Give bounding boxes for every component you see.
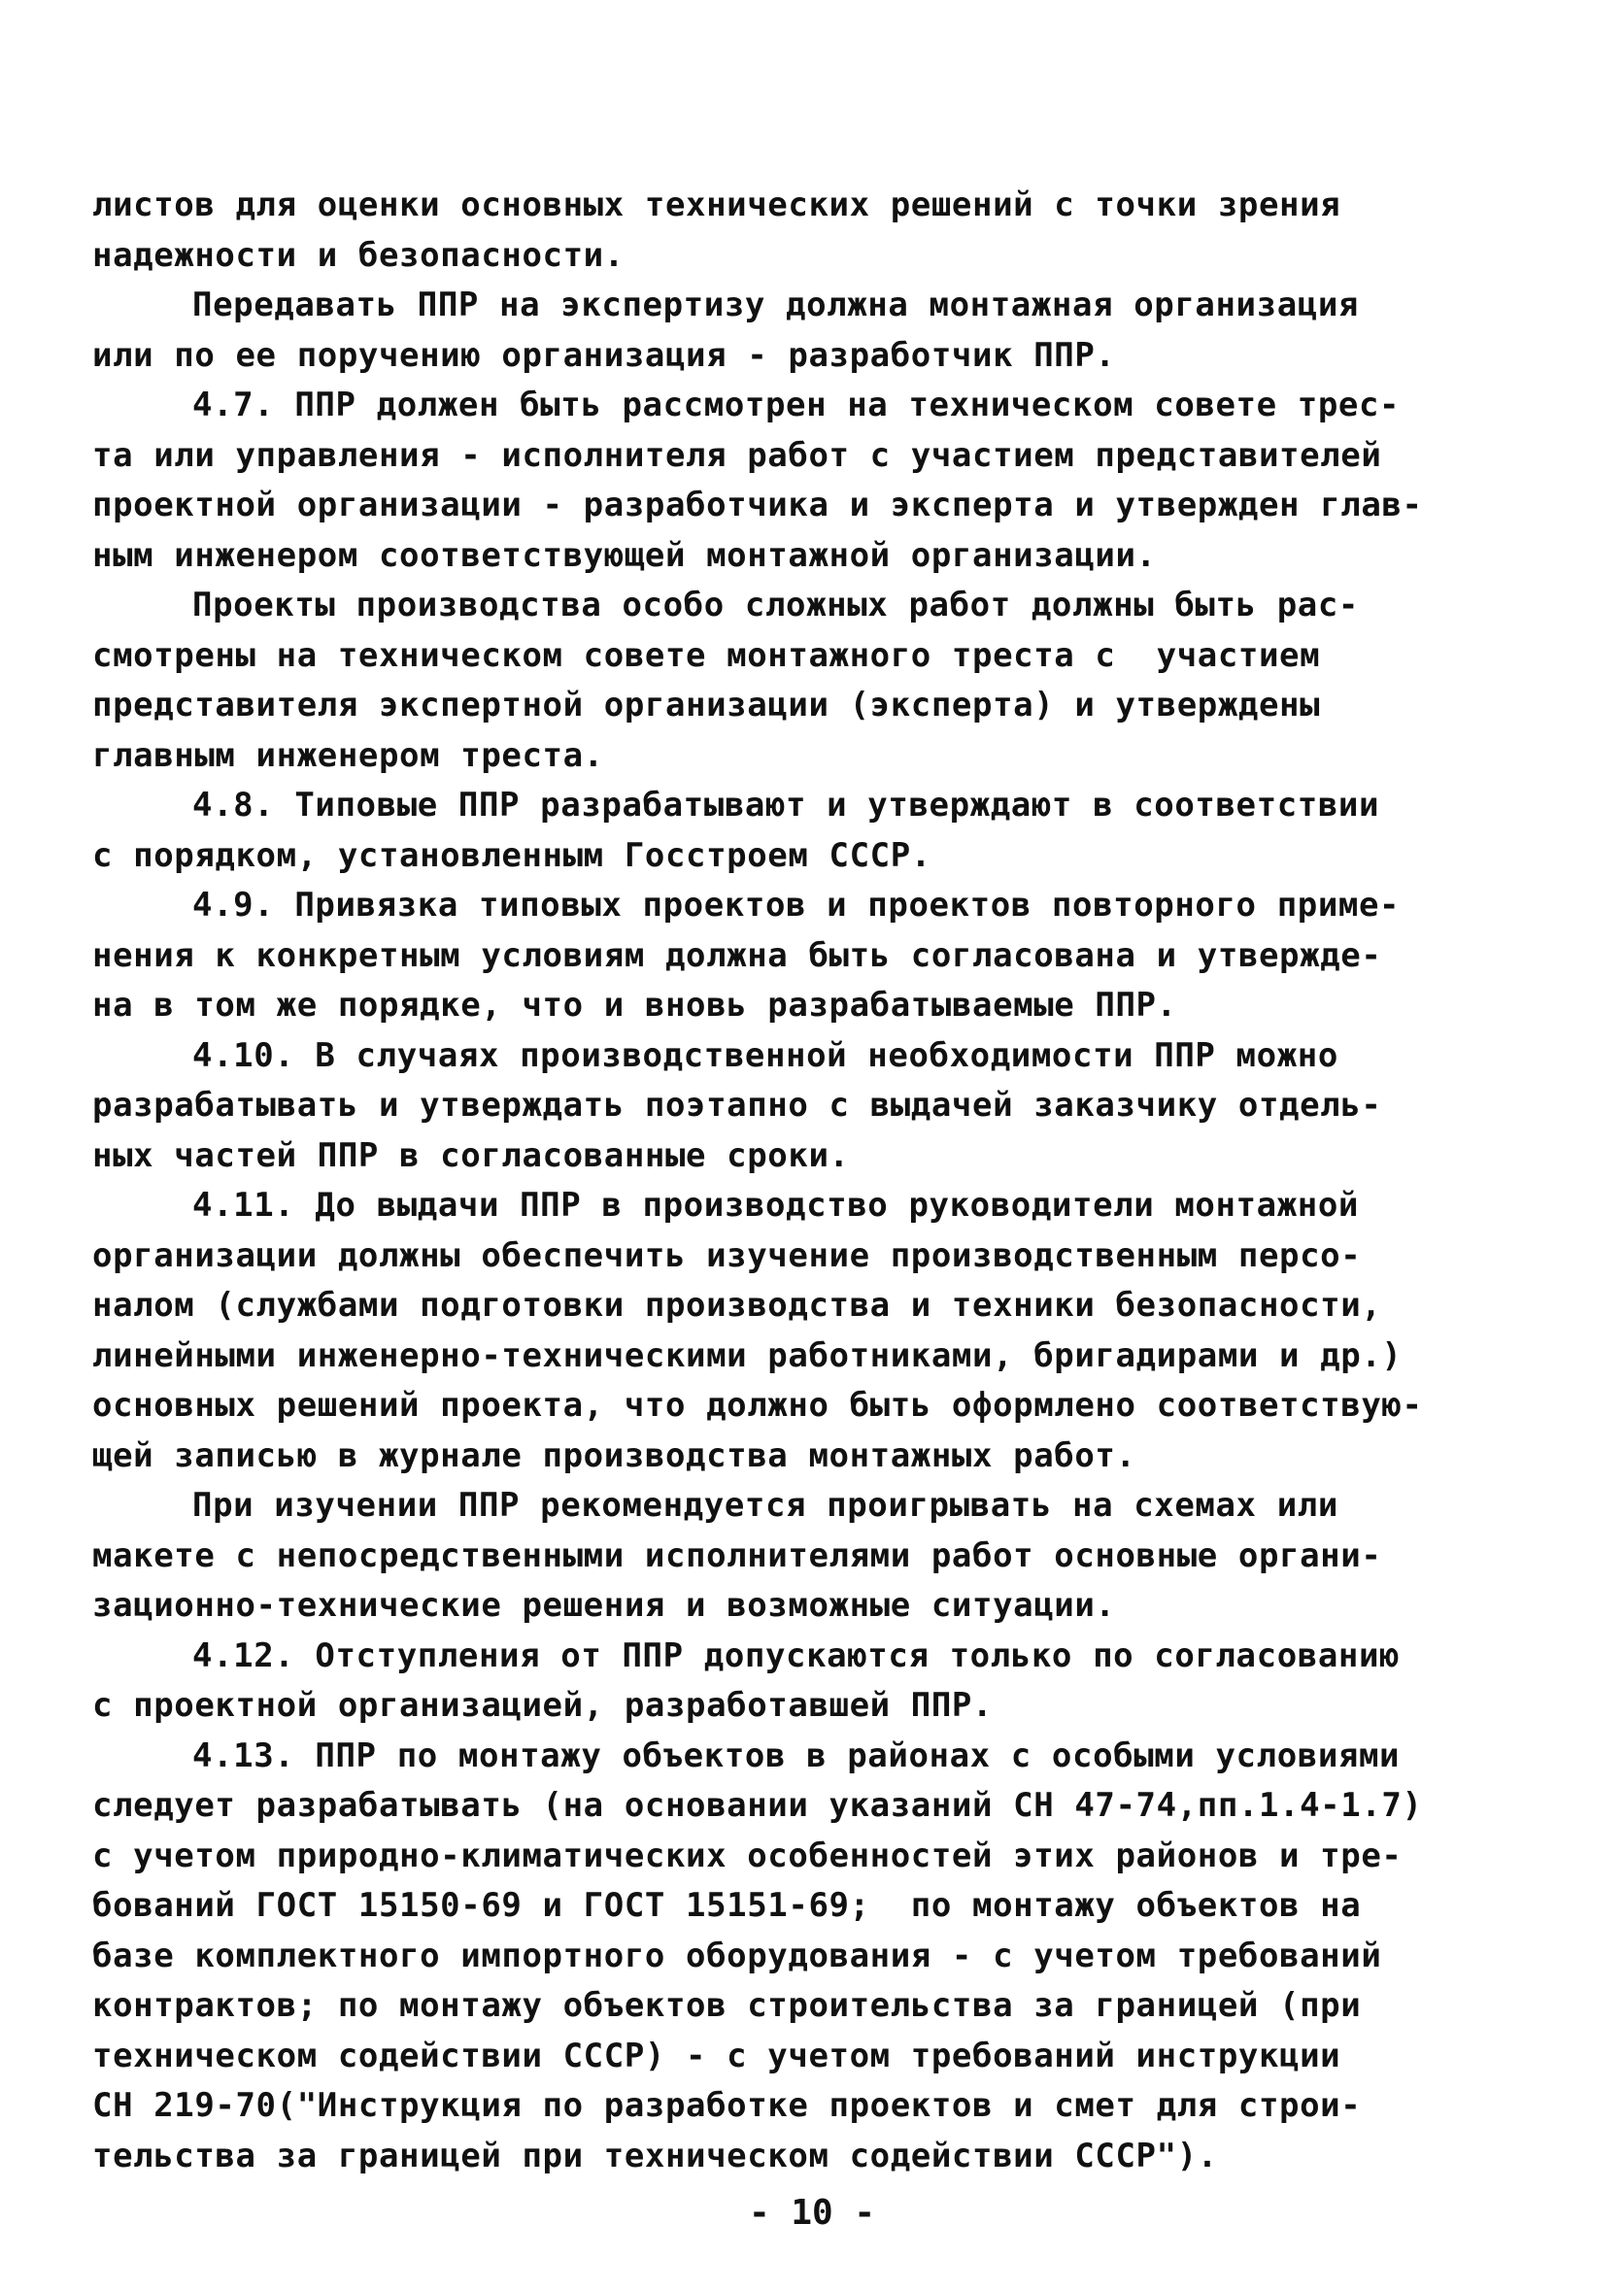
text-line: организации должны обеспечить изучение производственным персо- (92, 1235, 1362, 1275)
text-line: 4.12. Отступления от ППР допускаются только по согласованию (192, 1635, 1401, 1675)
text-line: тельства за границей при техническом содействии СССР"). (92, 2136, 1218, 2175)
text-line: базе комплектного импортного оборудования - с учетом требований (92, 1936, 1382, 1975)
text-line: контрактов; по монтажу объектов строительства за границей (при (92, 1986, 1362, 2025)
text-line: зационно-технические решения и возможные ситуации. (92, 1586, 1116, 1625)
text-line: 4.10. В случаях производственной необходимости ППР можно (192, 1035, 1338, 1075)
text-line: с учетом природно-климатических особенностей этих районов и тре- (92, 1836, 1403, 1875)
text-line: главным инженером треста. (92, 735, 604, 775)
text-line: бований ГОСТ 15150-69 и ГОСТ 15151-69; по монтажу объектов на (92, 1886, 1362, 1925)
text-line: с порядком, установленным Госстроем СССР. (92, 835, 931, 875)
text-line: с проектной организацией, разработавшей ППР. (92, 1686, 994, 1725)
text-line: надежности и безопасности. (92, 235, 625, 275)
body-text (92, 181, 1452, 2181)
text-line: разрабатывать и утверждать поэтапно с выдачей заказчику отдель- (92, 1086, 1382, 1125)
text-line: линейными инженерно-техническими работниками, бригадирами и др.) (92, 1335, 1403, 1375)
text-line: макете с непосредственными исполнителями работ основные органи- (92, 1535, 1382, 1575)
text-line: ным инженером соответствующей монтажной организации. (92, 535, 1157, 575)
text-line: или по ее поручению организация - разработчик ППР. (92, 335, 1116, 375)
text-line: следует разрабатывать (на основании указаний СН 47-74,пп.1.4-1.7) (92, 1786, 1423, 1825)
text-line: нения к конкретным условиям должна быть согласована и утвержде- (92, 935, 1382, 975)
text-line: 4.13. ППР по монтажу объектов в районах с особыми условиями (192, 1735, 1401, 1775)
text-line: на в том же порядке, что и вновь разрабатываемые ППР. (92, 986, 1177, 1025)
text-line: основных решений проекта, что должно быть оформлено соответствую- (92, 1386, 1423, 1425)
text-line: представителя экспертной организации (эксперта) и утверждены (92, 686, 1321, 724)
text-line: щей записью в журнале производства монтажных работ. (92, 1435, 1136, 1475)
text-line: Проекты производства особо сложных работ должны быть рас- (192, 586, 1359, 624)
text-line: смотрены на техническом совете монтажного треста с участием (92, 635, 1321, 675)
text-line: 4.7. ППР должен быть рассмотрен на техническом совете трес- (192, 386, 1401, 424)
text-line: налом (службами подготовки производства и техники безопасности, (92, 1286, 1382, 1325)
text-line: При изучении ППР рекомендуется проигрывать на схемах или (192, 1486, 1338, 1525)
text-line: техническом содействии СССР) - с учетом требований инструкции (92, 2036, 1341, 2075)
text-line: 4.9. Привязка типовых проектов и проектов повторного приме- (192, 886, 1401, 925)
text-line: ных частей ППР в согласованные сроки. (92, 1135, 850, 1175)
text-line: 4.11. До выдачи ППР в производство руководители монтажной (192, 1186, 1359, 1225)
text-line: проектной организации - разработчика и эксперта и утвержден глав- (92, 486, 1423, 524)
text-line: листов для оценки основных технических решений с точки зрения (92, 185, 1341, 224)
text-line: 4.8. Типовые ППР разрабатывают и утверждают в соответствии (192, 786, 1380, 825)
page-number: - 10 - (748, 2193, 876, 2233)
text-line: Передавать ППР на экспертизу должна монтажная организация (192, 286, 1359, 324)
text-line: та или управления - исполнителя работ с участием представителей (92, 435, 1382, 475)
text-line: СН 219-70("Инструкция по разработке проектов и смет для строи- (92, 2086, 1362, 2125)
